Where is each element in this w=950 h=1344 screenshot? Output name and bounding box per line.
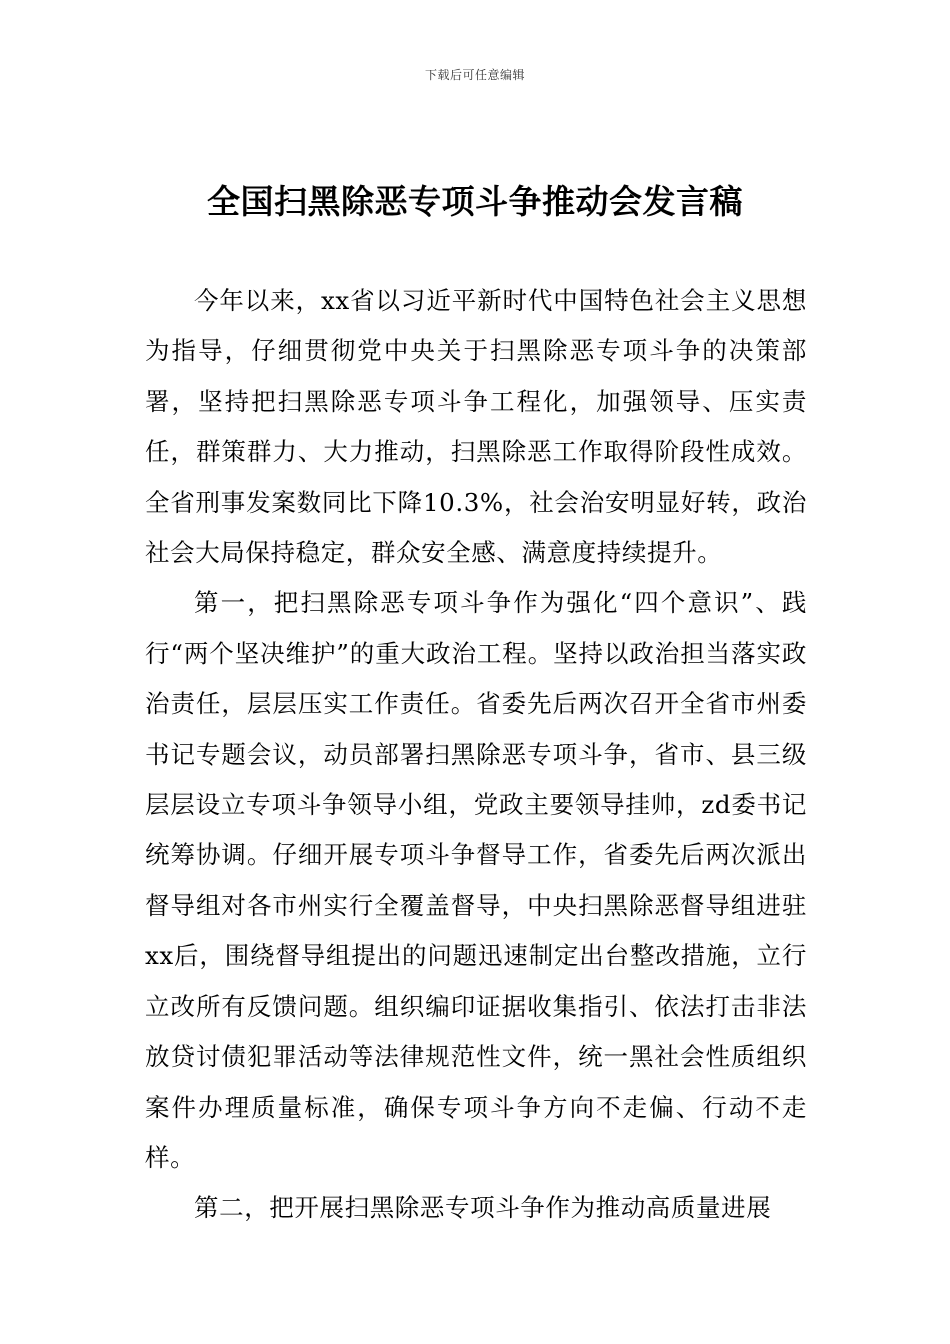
paragraph-intro: 今年以来，xx省以习近平新时代中国特色社会主义思想为指导，仔细贯彻党中央关于扫黑除恶专项斗争的决策部署，坚持把扫黑除恶专项斗争工程化，加强领导、压实责任，群策群力、大力推动，扫黑除恶工作取得阶段性成效。全省刑事发案数同比下降10.3%，社会治安明显好转，政治社会大局保持稳定，群众安全感、满意度持续提升。 xyxy=(145,286,807,568)
header-note: 下载后可任意编辑 xyxy=(424,68,525,82)
paragraph-second: 第二，把开展扫黑除恶专项斗争作为推动高质量进展 xyxy=(194,1193,772,1223)
document-title: 全国扫黑除恶专项斗争推动会发言稿 xyxy=(207,182,743,221)
document-body xyxy=(145,276,807,1234)
paragraph-first: 第一，把扫黑除恶专项斗争作为强化“四个意识”、践行“两个坚决维护”的重大政治工程。坚持以政治担当落实政治责任，层层压实工作责任。省委先后两次召开全省市州委书记专题会议，动员部署扫黑除恶专项斗争，省市、县三级层层设立专项斗争领导小组，党政主要领导挂帅，zd委书记统筹协调。仔细开展专项斗争督导工作，省委先后两次派出督导组对各市州实行全覆盖督导，中央扫黑除恶督导组进驻xx后，围绕督导组提出的问题迅速制定出台整改措施，立行立改所有反馈问题。组织编印证据收集指引、依法打击非法放贷讨债犯罪活动等法律规范性文件，统一黑社会性质组织案件办理质量标准，确保专项斗争方向不走偏、行动不走样。 xyxy=(145,588,807,1172)
